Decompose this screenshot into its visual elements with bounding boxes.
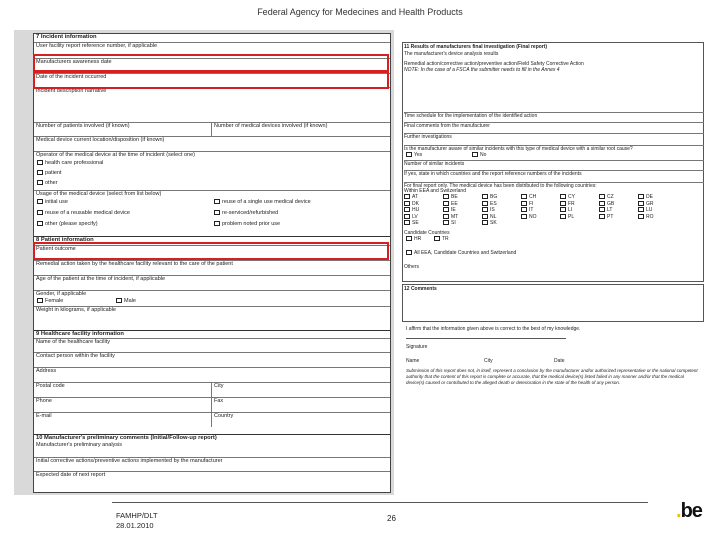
user-ref-label: User facility report reference number, if applicable [34, 42, 390, 50]
disclaimer-text: Submission of this report does not, in itself, represent a conclusion by the manufacturer and/or authorized representative or the national competent authority that the content of this report is complete or accurate, that the medical device(s) listed failed in any manner and/or that the medical device(s) caused or contributed to the alleged death or deterioration in the state of the health of any person. [406, 368, 698, 385]
checkbox[interactable] [521, 194, 527, 199]
checkbox[interactable] [599, 214, 605, 219]
country-option[interactable] [521, 214, 560, 221]
similar-yes-label: Yes [414, 152, 423, 158]
checkbox[interactable] [406, 236, 412, 241]
checkbox[interactable] [404, 194, 410, 199]
usage-prior-label: problem noted prior use [222, 221, 281, 227]
gender-female-label: Female [45, 298, 64, 304]
final-comments-label: Final comments from the manufacturer [404, 122, 704, 130]
checkbox[interactable] [404, 201, 410, 206]
country-code: EE [451, 200, 458, 207]
similar-incidents-question: Is the manufacturer aware of similar incidents with this type of medical device with a similar root cause? [404, 145, 704, 153]
checkbox[interactable] [560, 201, 566, 206]
name-label: Name [406, 358, 420, 364]
operator-label: Operator of the medical device at the time of incident (select one) [34, 151, 390, 159]
section-10-title: 10 Manufacturer's preliminary comments (Initial/Follow-up report) [34, 434, 390, 442]
incident-date-label: Date of the incident occurred [34, 73, 390, 81]
candidate-tr-option[interactable] [434, 236, 449, 243]
highlight-patient-outcome [33, 242, 389, 260]
checkbox[interactable] [482, 207, 488, 212]
checkbox[interactable] [406, 152, 412, 157]
country-code: IE [451, 207, 456, 213]
checkbox[interactable] [482, 201, 488, 206]
country-code: CY [568, 194, 575, 200]
checkbox[interactable] [443, 220, 449, 225]
checkbox[interactable] [434, 236, 440, 241]
footer-date: 28.01.2010 [116, 521, 154, 530]
usage-refurbished-label: re-serviced/refurbished [222, 210, 279, 216]
country-code: LV [412, 213, 418, 220]
checkbox[interactable] [37, 170, 43, 175]
facility-address-label: Address [34, 367, 390, 375]
devices-label: Number of medical devices involved (if known) [214, 123, 328, 129]
facility-contact-label: Contact person within the facility [34, 352, 390, 360]
operator-option-hcp[interactable] [37, 160, 103, 167]
country-code: PT [607, 213, 614, 220]
country-code: CH [529, 194, 537, 200]
section-9-title: 9 Healthcare facility information [34, 330, 390, 338]
footer-org [116, 511, 158, 531]
checkbox[interactable] [37, 160, 43, 165]
operator-hcp-label: health care professional [45, 160, 104, 166]
checkbox[interactable] [443, 201, 449, 206]
checkbox[interactable] [599, 201, 605, 206]
others-label: Others [404, 264, 420, 270]
patient-gender-label: Gender, if applicable [34, 290, 390, 298]
further-investigations-label: Further investigations [404, 133, 704, 141]
checkbox[interactable] [116, 298, 122, 303]
final-analysis-label: The manufacturer's device analysis results [404, 51, 499, 57]
similar-yes-option[interactable] [406, 152, 422, 159]
country-code: SK [490, 220, 497, 226]
footer-divider [112, 502, 648, 503]
checkbox[interactable] [638, 201, 644, 206]
country-code: BG [490, 194, 498, 200]
initial-actions-label: Initial corrective actions/preventive actions implemented by the manufacturer [34, 457, 390, 465]
country-code: BE [451, 194, 458, 200]
city-label: City [484, 358, 493, 364]
usage-option-other[interactable] [37, 221, 98, 228]
section-12-box [402, 284, 704, 322]
within-eea-label: Within EEA and Switzerland [404, 188, 466, 194]
country-option[interactable] [404, 220, 443, 227]
checkbox[interactable] [214, 199, 220, 204]
operator-option-patient[interactable] [37, 170, 62, 177]
candidate-hr-label: HR [414, 236, 422, 242]
affirm-text: I affirm that the information given above is correct to the best of my knowledge. [406, 326, 581, 332]
fsca-note: NOTE: In the case of a FSCA the submitter needs to fill in the Annex 4 [404, 67, 560, 73]
patient-weight-label: Weight in kilograms, if applicable [34, 306, 390, 314]
highlight-incident-date [33, 71, 389, 89]
checkbox[interactable] [404, 214, 410, 219]
checkbox[interactable] [37, 180, 43, 185]
awareness-date-label: Manufacturers awareness date [34, 58, 390, 66]
country-option[interactable] [599, 214, 638, 221]
final-remedial-label: Remedial action/corrective action/preventive action/Field Safety Corrective Action [404, 61, 584, 67]
facility-country-label: Country [214, 413, 234, 419]
facility-name-label: Name of the healthcare facility [34, 338, 390, 346]
signature-label: Signature [406, 344, 428, 350]
checkbox[interactable] [37, 199, 43, 204]
patient-remedial-label: Remedial action taken by the healthcare facility relevant to the care of the patient [34, 260, 390, 268]
usage-option-reuse[interactable] [37, 210, 130, 217]
checkbox[interactable] [560, 194, 566, 199]
country-code: AT [412, 194, 419, 200]
country-code: MT [451, 213, 459, 220]
checkbox[interactable] [37, 298, 43, 303]
usage-reuse-label: reuse of a reusable medical device [45, 210, 130, 216]
country-code: RO [646, 213, 654, 220]
highlight-awareness-date [33, 54, 389, 72]
country-option[interactable] [560, 214, 599, 221]
checkbox[interactable] [599, 207, 605, 212]
timetable-label: Time schedule for the implementation of the identified action [404, 112, 704, 120]
patients-label: Number of patients involved (if known) [34, 122, 390, 130]
checkbox[interactable] [443, 214, 449, 219]
checkbox[interactable] [406, 250, 412, 255]
date-label: Date [554, 358, 565, 364]
country-code: HU [412, 207, 420, 213]
distribution-label: For final report only. The medical device has been distributed to the following countries: [404, 182, 704, 190]
checkbox[interactable] [560, 207, 566, 212]
signature-line [406, 338, 566, 339]
country-code: ES [490, 200, 497, 207]
gender-option-male[interactable] [116, 298, 136, 305]
country-code: PL [568, 213, 575, 220]
checkbox[interactable] [443, 207, 449, 212]
checkbox[interactable] [472, 152, 478, 157]
operator-patient-label: patient [45, 170, 62, 176]
facility-fax-label: Fax [214, 398, 224, 404]
checkbox[interactable] [521, 214, 527, 219]
country-code: DE [646, 194, 653, 200]
section-11-title: 11 Results of manufacturers final investigation (Final report) [404, 44, 548, 50]
all-eea-option[interactable] [406, 250, 516, 257]
similar-countries-label: If yes, state in which countries and the report reference numbers of the incidents [404, 170, 704, 178]
usage-initial-label: initial use [45, 199, 68, 205]
country-code: IS [490, 207, 495, 213]
country-code: LI [568, 207, 573, 213]
candidate-tr-label: TR [442, 236, 449, 242]
divider [211, 382, 212, 427]
country-code: DK [412, 200, 419, 207]
country-option[interactable] [638, 214, 677, 221]
country-code: GR [646, 200, 654, 207]
section-8-title: 8 Patient information [34, 236, 390, 244]
usage-option-refurbished[interactable] [214, 210, 278, 217]
section-7-title: 7 Incident information [36, 34, 97, 40]
checkbox[interactable] [404, 220, 410, 225]
next-report-label: Expected date of next report [34, 471, 390, 479]
checkbox[interactable] [638, 214, 644, 219]
checkbox[interactable] [638, 207, 644, 212]
country-code: SI [451, 220, 456, 226]
similar-no-option[interactable] [472, 152, 486, 159]
usage-other-label: other (please specify) [45, 221, 98, 227]
country-code: FR [568, 200, 575, 207]
be-logo-text: be [680, 500, 702, 522]
checkbox[interactable] [37, 210, 43, 215]
location-label: Medical device current location/disposition (if known) [34, 136, 390, 144]
operator-other-label: other [45, 180, 58, 186]
country-code: IT [529, 207, 534, 213]
checkbox[interactable] [482, 220, 488, 225]
facility-postal-label: Postal code [34, 382, 390, 390]
be-logo-dot: . [676, 500, 681, 522]
patient-outcome-label: Patient outcome [34, 245, 390, 253]
candidate-countries-label: Candidate Countries [404, 230, 450, 236]
checkbox[interactable] [638, 194, 644, 199]
gender-option-female[interactable] [37, 298, 63, 305]
narrative-label: Incident description narrative [34, 87, 390, 119]
usage-label: Usage of the medical device (select from list below) [34, 190, 390, 198]
operator-option-other[interactable] [37, 180, 58, 187]
checkbox[interactable] [560, 214, 566, 219]
checkbox[interactable] [482, 194, 488, 199]
usage-option-single-reuse[interactable] [214, 199, 311, 206]
candidate-hr-option[interactable] [406, 236, 421, 243]
checkbox[interactable] [37, 221, 43, 226]
facility-city-label: City [214, 383, 224, 389]
checkbox[interactable] [521, 207, 527, 212]
checkbox[interactable] [214, 210, 220, 215]
checkbox[interactable] [404, 207, 410, 212]
number-similar-label: Number of similar incidents [404, 160, 704, 168]
country-code: SE [412, 220, 419, 226]
patient-age-label: Age of the patient at the time of incident, if applicable [34, 275, 390, 283]
all-eea-label: All EEA, Candidate Countries and Switzerland [414, 250, 517, 256]
form-right-column [402, 42, 704, 442]
country-code: NO [529, 213, 537, 220]
country-code: CZ [607, 194, 614, 200]
be-logo [676, 500, 702, 523]
country-code: LU [646, 207, 653, 213]
country-code: FI [529, 200, 534, 207]
gender-male-label: Male [124, 298, 136, 304]
country-code: LT [607, 207, 613, 213]
country-code: GB [607, 200, 615, 207]
facility-email-label: E-mail [34, 412, 390, 420]
usage-option-initial[interactable] [37, 199, 68, 206]
checkbox[interactable] [599, 194, 605, 199]
section-12-title: 12 Comments [404, 286, 437, 292]
slide-title: Federal Agency for Medecines and Health Products [257, 7, 463, 17]
country-code: NL [490, 213, 497, 220]
checkbox[interactable] [443, 194, 449, 199]
page-number: 26 [387, 514, 396, 523]
country-option[interactable] [482, 220, 521, 227]
country-option[interactable] [443, 220, 482, 227]
similar-no-label: No [480, 152, 487, 158]
checkbox[interactable] [521, 201, 527, 206]
usage-option-prior[interactable] [214, 221, 280, 228]
checkbox[interactable] [214, 221, 220, 226]
divider [211, 122, 212, 136]
form-left-column [33, 33, 391, 493]
usage-single-reuse-label: reuse of a single use medical device [222, 199, 311, 205]
facility-phone-label: Phone [34, 397, 390, 405]
footer-org-name: FAMHP/DLT [116, 511, 158, 520]
country-checkbox-grid [404, 194, 704, 227]
manufacturer-analysis-label: Manufacturer's preliminary analysis [36, 442, 123, 448]
checkbox[interactable] [482, 214, 488, 219]
